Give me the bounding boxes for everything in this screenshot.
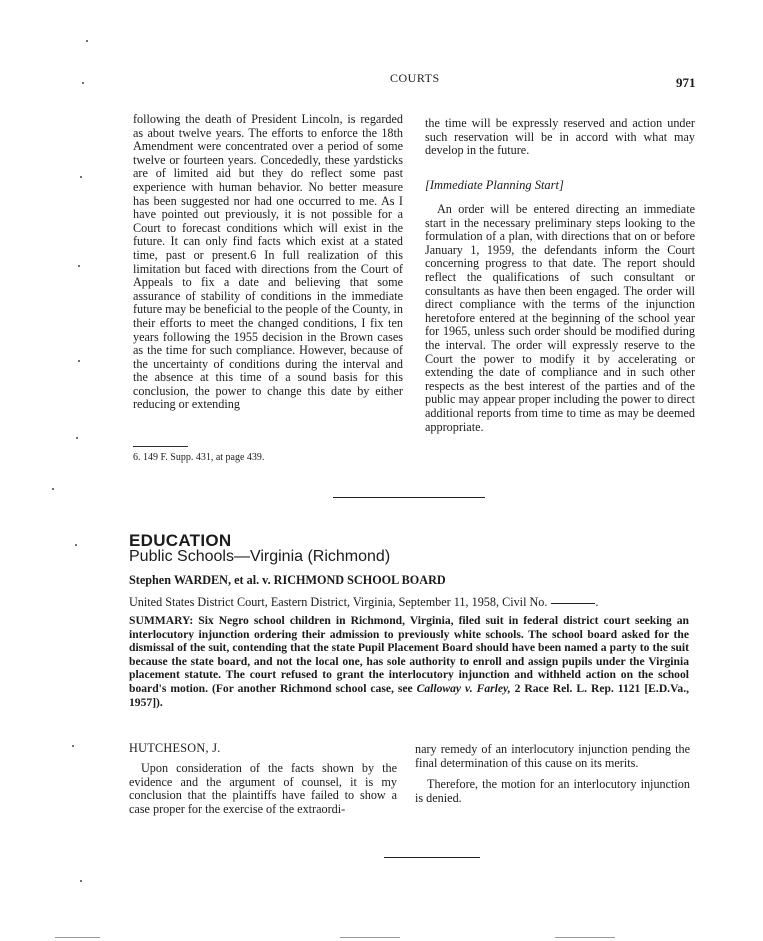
summary-text: Six Negro school children in Richmond, Virginia, filed suit in federal district court seeking an interlocutory injunction ordering their admission to previously white schools. The school board asked for the dismissal of the suit, contending that the state Pupil Placement Board should have been named a party to the suit because the state board, and not the local one, has sole authority to enroll and assign pupils under the Virginia placement statute. The court refused to grant the interlocutory injunction and withheld action on the school board's motion. (For another Richmond school case, see [129, 614, 689, 695]
section-subtitle: Public Schools—Virginia (Richmond) [129, 548, 391, 565]
scan-speck [52, 488, 54, 490]
scan-speck [86, 40, 88, 42]
section-divider [333, 497, 485, 498]
left-column [133, 113, 403, 412]
scan-speck [80, 176, 82, 178]
court-line: United States District Court, Eastern District, Virginia, September 11, 1958, Civil No. . [129, 595, 599, 609]
opinion-paragraph-1-continued: nary remedy of an interlocutory injunction pending the final determination of this cause on its merits. [415, 742, 690, 770]
scan-speck [78, 265, 80, 267]
scan-speck [75, 544, 77, 546]
footnote-rule [133, 446, 188, 447]
opinion-paragraph-2: Therefore, the motion for an interlocutory injunction is denied. [415, 777, 690, 805]
summary-citation-case: Calloway v. Farley, [416, 681, 511, 695]
scan-speck [72, 745, 74, 747]
scan-speck [76, 437, 78, 439]
scan-edge-line [55, 937, 100, 938]
scan-speck [80, 880, 82, 882]
case-name: Stephen WARDEN, et al. v. RICHMOND SCHOOL BOARD [129, 573, 446, 587]
end-divider [384, 857, 480, 858]
footnote: 6. 149 F. Supp. 431, at page 439. [133, 452, 265, 463]
left-column-text: following the death of President Lincoln, is regarded as about twelve years. The efforts to enforce the 18th Amendment were concentrated over a period of some twelve or fourteen years. Concededly, these yardsticks are of limited aid but they do reflect some past experience with human behavior. No better measure has been suggested nor had one occurred to me. As I have pointed out previously, it is not possible for a Court to forecast conditions which will exist in the future. It can only find facts which exist at a stated time, past or present.6 In full realization of this limitation but faced with directions from the Court of Appeals to fix a date and believing that some assurance of stability of conditions in the immediate future may be beneficial to the people of the County, in their efforts to meet the changed conditions, I fix ten years following the 1955 decision in the Brown cases as the time for such compliance. However, because of the uncertainty of conditions during the interval and the absence at this time of a sound basis for this conclusion, the power to change this date by either reducing or extending [133, 112, 403, 412]
subheading: [Immediate Planning Start] [425, 178, 564, 192]
right-column-paragraph: An order will be entered directing an immediate start in the necessary preliminary steps looking to the formulation of a plan, with directions that on or before January 1, 1959, the defendants inform the Court concerning progress to that date. The report should reflect the qualifications of such consultant or consultants as have then been engaged. The order will direct compliance with the terms of the injunction heretofore entered at the beginning of the school year for 1965, unless such order should be modified during the interval. The order will expressly reserve to the Court the power to modify it by accelerating or extending the date of compliance and in such other respects as the best interest of the parties and of the public may appear proper including the power to direct additional reports from time to time as may be deemed appropriate. [425, 202, 695, 434]
scan-edge-line [340, 937, 400, 938]
opinion-right-column [415, 743, 690, 805]
court-line-text: United States District Court, Eastern District, Virginia, September 11, 1958, Civil No. [129, 595, 548, 609]
page-number: 971 [676, 75, 696, 90]
right-column-continuation: the time will be expressly reserved and action under such reservation will be in accord with what may develop in the future. [425, 116, 695, 158]
scan-speck [82, 82, 84, 84]
opinion-paragraph-1: Upon consideration of the facts shown by the evidence and the argument of counsel, it is my conclusion that the plaintiffs have failed to show a case proper for the exercise of the extraordi- [129, 761, 397, 816]
case-summary [129, 614, 689, 709]
blank-line [551, 603, 595, 604]
scan-edge-line [555, 937, 615, 938]
summary-label: SUMMARY: [129, 614, 194, 627]
running-header: COURTS [390, 71, 440, 85]
section-title: EDUCATION [129, 531, 232, 550]
judge-name: HUTCHESON, J. [129, 741, 221, 755]
scan-speck [78, 360, 80, 362]
summary-citation-reporter: 2 Race Rel. L. Rep. 1121 [E.D.Va., 1957]). [129, 681, 689, 709]
